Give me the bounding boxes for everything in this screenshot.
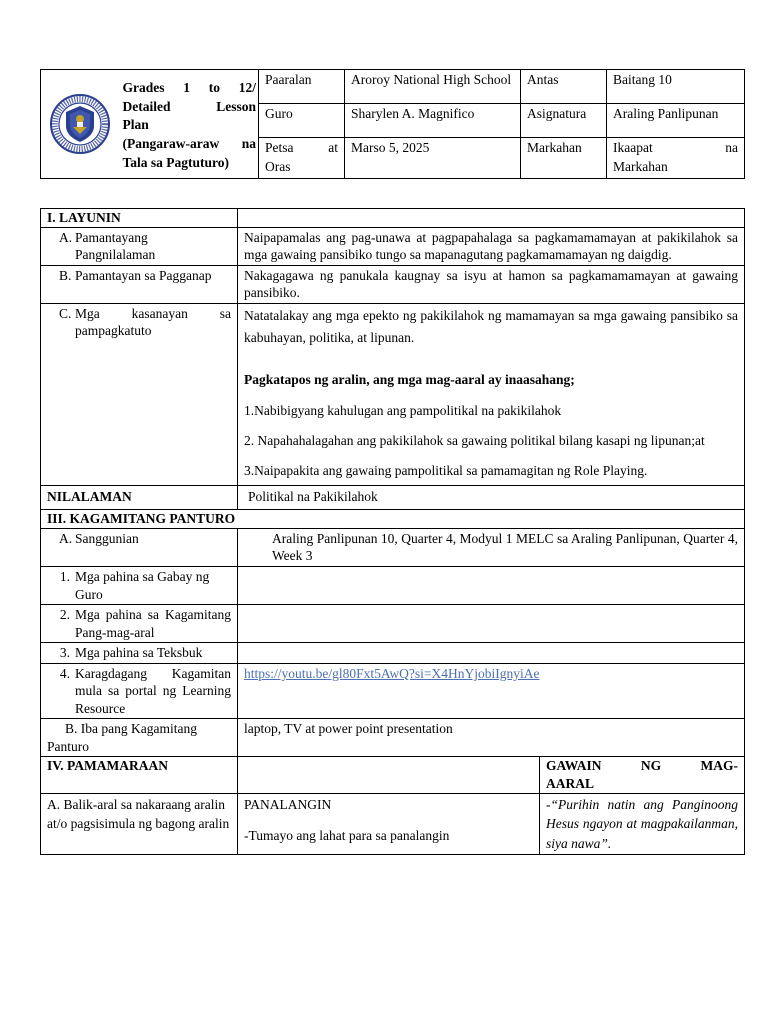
paaralan-label: Paaralan <box>259 70 345 104</box>
kasanayan-text: Natatalakay ang mga epekto ng pakikilahok ng mamamayan sa mga gawaing pansibiko sa kabuhayan, politika, at lipunan. <box>244 307 739 345</box>
petsa-value: Marso 5, 2025 <box>345 138 521 179</box>
balik-aral-student-response: -“Purihin natin ang Panginoong Hesus ngayon at magpakailanman, siya nawa”. <box>540 793 745 855</box>
nilalaman-heading: NILALAMAN <box>41 486 238 510</box>
title-line: Grades 1 to 12/ <box>122 79 256 95</box>
label-text: Pamantayang Pangnilalaman <box>75 229 156 263</box>
pamamaraan-heading-blank <box>238 757 540 793</box>
petsa-label: Petsa at Oras <box>259 138 345 179</box>
panalangin-instruction: -Tumayo ang lahat para sa panalangin <box>244 828 450 844</box>
kagamitan-item-4-value <box>238 663 745 719</box>
title-line: (Pangaraw-araw na <box>122 136 256 152</box>
objective-item: 1.Nabibigyang kahulugan ang pampolitikal na pakikilahok <box>244 402 562 418</box>
kasanayan-value <box>238 303 745 486</box>
item-label: Mga pahina sa Kagamitang Pang-mag-aral <box>75 607 231 640</box>
letter: A. <box>59 530 73 546</box>
pamantayan-sa-pagganap-label <box>41 265 238 303</box>
objective-item: 3.Naipapakita ang gawaing pampolitikal sa pamamagitan ng Role Playing. <box>244 463 648 479</box>
kagamitan-item-1-label <box>41 566 238 604</box>
pamantayang-pangnilalaman-value: Naipapamalas ang pag-unawa at pagpapahalaga sa pagkamamamayan at pakikilahok sa mga gawaing pansibiko tungo sa mapanagutang pagkamamamayan ng daigdig. <box>238 227 745 265</box>
item-label: Mga pahina sa Teksbuk <box>75 645 203 661</box>
objectives-intro: Pagkatapos ng aralin, ang mga mag-aaral ay inaasahang; <box>244 372 575 388</box>
pamantayang-pangnilalaman-label <box>41 227 238 265</box>
item-number: 3. <box>59 645 70 661</box>
kagamitan-item-4-label <box>41 663 238 719</box>
pamantayan-sa-pagganap-value: Nakagagawa ng panukala kaugnay sa isyu at hamon sa pagkamamamayan at gawaing pansibiko. <box>238 265 745 303</box>
title-line: Tala sa Pagtuturo) <box>122 155 230 171</box>
gawain-ng-mag-aaral-heading: GAWAIN NG MAG- AARAL <box>540 757 745 793</box>
letter: B. <box>59 267 72 283</box>
balik-aral-value <box>238 793 540 855</box>
asignatura-label: Asignatura <box>521 104 607 138</box>
antas-label: Antas <box>521 70 607 104</box>
item-label: Karagdagang Kagamitan mula sa portal ng Learning Resource <box>75 665 231 716</box>
logo-cell <box>41 70 119 179</box>
youtube-link[interactable]: https://youtu.be/gl80Fxt5AwQ?si=X4HnYjobiIgnyiAe <box>244 665 540 681</box>
letter: C. <box>59 305 72 321</box>
letter: A. <box>59 229 73 245</box>
layunin-heading-blank <box>238 209 745 228</box>
lesson-plan-table <box>40 208 745 855</box>
item-number: 2. <box>59 607 70 623</box>
markahan-label: Markahan <box>521 138 607 179</box>
guro-value: Sharylen A. Magnifico <box>345 104 521 138</box>
label-text: Iba pang Kagamitang Panturo <box>47 721 197 754</box>
iba-pang-kagamitan-label <box>41 719 238 757</box>
objective-item: 2. Napahahalagahan ang pakikilahok sa gawaing politikal bilang kasapi ng lipunan;at <box>244 432 705 448</box>
letter: B. <box>65 721 78 737</box>
item-number: 1. <box>59 568 70 584</box>
deped-seal-icon <box>49 93 111 155</box>
label-text: Pamantayan sa Pagganap <box>75 267 212 283</box>
kagamitan-item-1-value <box>238 566 745 604</box>
item-label: Mga pahina sa Gabay ng Guro <box>75 568 210 602</box>
sanggunian-value: Araling Panlipunan 10, Quarter 4, Modyul 1 MELC sa Araling Panlipunan, Quarter 4, Week 3 <box>238 528 745 566</box>
layunin-heading: I. LAYUNIN <box>41 209 238 228</box>
lesson-plan-title <box>119 70 259 179</box>
iba-pang-kagamitan-value: laptop, TV at power point presentation <box>238 719 745 757</box>
antas-value: Baitang 10 <box>607 70 745 104</box>
kagamitan-heading: III. KAGAMITANG PANTURO <box>41 510 745 529</box>
kagamitan-item-3-label <box>41 643 238 664</box>
nilalaman-value: Politikal na Pakikilahok <box>238 486 745 510</box>
label-text: Sanggunian <box>75 530 139 546</box>
sanggunian-label <box>41 528 238 566</box>
header-table <box>40 69 745 179</box>
pamamaraan-heading: IV. PAMAMARAAN <box>41 757 238 793</box>
title-line: Detailed Lesson <box>122 98 256 114</box>
item-number: 4. <box>59 665 70 681</box>
kagamitan-item-3-value <box>238 643 745 664</box>
guro-label: Guro <box>259 104 345 138</box>
kagamitan-item-2-label <box>41 605 238 643</box>
kasanayan-label <box>41 303 238 486</box>
asignatura-value: Araling Panlipunan <box>607 104 745 138</box>
paaralan-value: Aroroy National High School <box>345 70 521 104</box>
balik-aral-label: A. Balik-aral sa nakaraang aralin at/o pagsisimula ng bagong aralin <box>41 793 238 855</box>
title-line: Plan <box>122 117 149 133</box>
panalangin-text: PANALANGIN <box>244 796 332 812</box>
kagamitan-item-2-value <box>238 605 745 643</box>
label-text: Mga kasanayan sa pampagkatuto <box>75 305 231 339</box>
markahan-value: Ikaapat na Markahan <box>607 138 745 179</box>
